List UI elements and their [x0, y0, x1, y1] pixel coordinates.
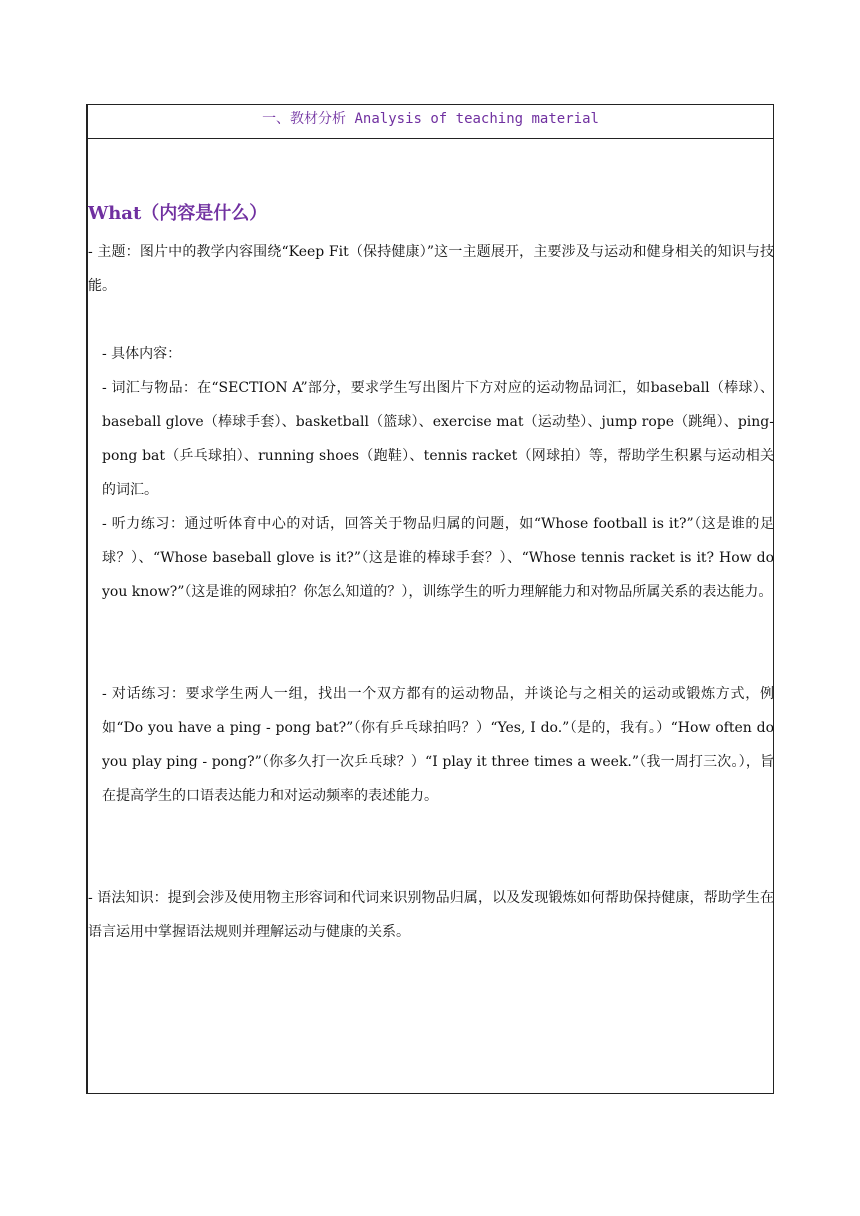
section-heading-what: What（内容是什么）	[88, 203, 268, 224]
paragraph-grammar: - 语法知识：提到会涉及使用物主形容词和代词来识别物品归属，以及发现锻炼如何帮助保持健康，帮助学生在语言运用中掌握语法规则并理解运动与健康的关系。	[88, 890, 774, 940]
paragraph-listening: - 听力练习：通过听体育中心的对话，回答关于物品归属的问题，如“Whose football is it?”（这是谁的足球？）、“Whose baseball glove is it?”（这是谁的棒球手套？）、“Whose tennis racket is it? How do you know?”（这是谁的网球拍？你怎么知道的？），训练学生的听力理解能力和对物品所属关系的表达能力。	[102, 516, 774, 600]
paragraph-dialogue: - 对话练习：要求学生两人一组，找出一个双方都有的运动物品，并谈论与之相关的运动或锻炼方式，例如“Do you have a ping - pong bat?”（你有乒乓球拍吗？）“Yes, I do.”（是的，我有。）“How often do you play ping - pong?”（你多久打一次乒乓球？）“I play it three times a week.”（我一周打三次。），旨在提高学生的口语表达能力和对运动频率的表述能力。	[102, 686, 774, 804]
paragraph-topic: - 主题：图片中的教学内容围绕“Keep Fit（保持健康）”这一主题展开，主要涉及与运动和健身相关的知识与技能。	[88, 244, 774, 294]
analysis-table	[86, 104, 774, 1094]
table-title: 一、教材分析 Analysis of teaching material	[88, 105, 773, 139]
paragraph-content-label: - 具体内容：	[102, 346, 182, 362]
paragraph-vocabulary: - 词汇与物品：在“SECTION A”部分，要求学生写出图片下方对应的运动物品词汇，如baseball（棒球）、baseball glove（棒球手套）、basketball（篮球）、exercise mat（运动垫）、jump rope（跳绳）、ping-pong bat（乒乓球拍）、running shoes（跑鞋）、tennis racket（网球拍）等，帮助学生积累与运动相关的词汇。	[102, 380, 774, 498]
